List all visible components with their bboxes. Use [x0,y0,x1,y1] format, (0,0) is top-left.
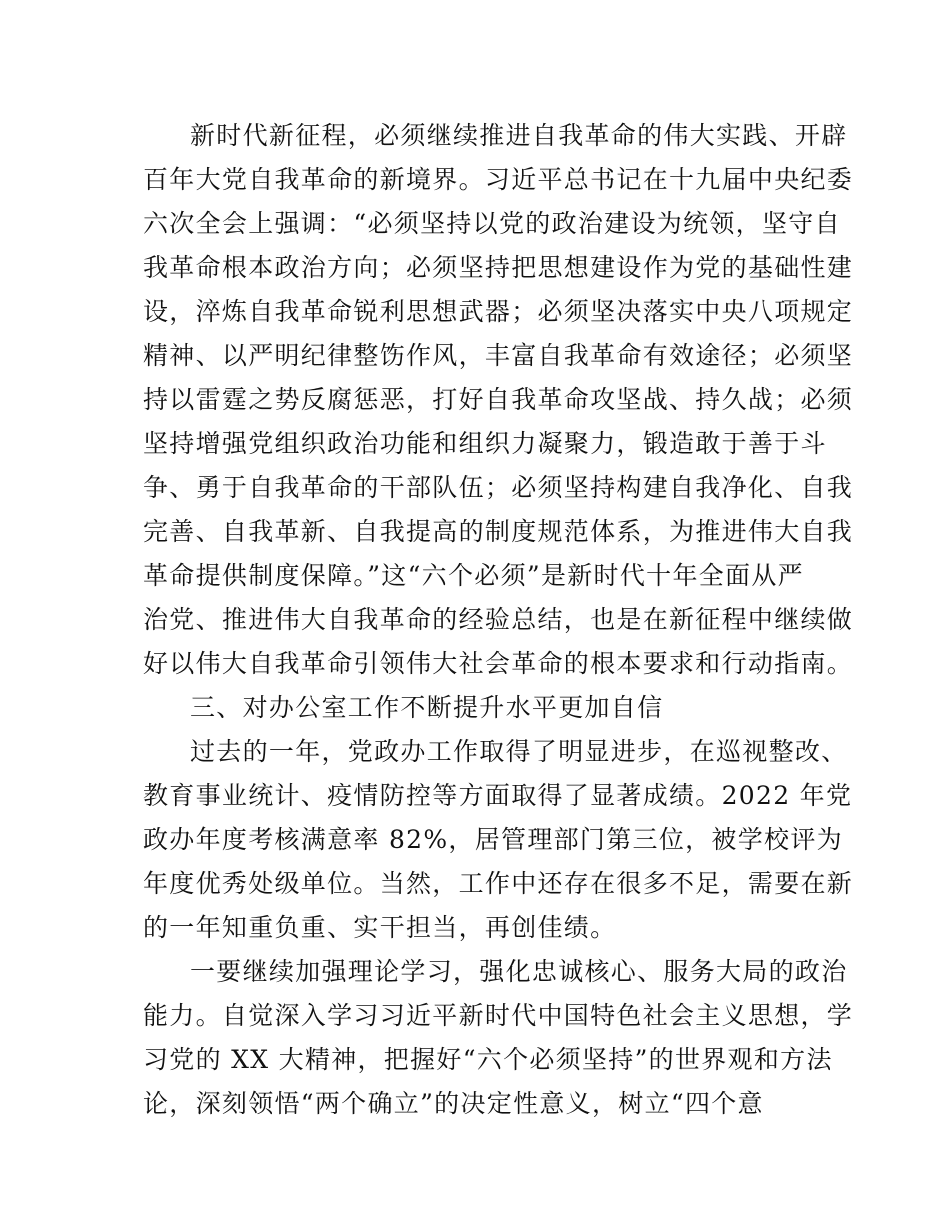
paragraph-line: 设，淬炼自我革命锐利思想武器；必须坚决落实中央八项规定 [143,297,854,326]
paragraph-line: 坚持增强党组织政治功能和组织力凝聚力，锻造敢于善于斗 [143,429,827,458]
paragraph-line: 好以伟大自我革命引领伟大社会革命的根本要求和行动指南。 [143,649,854,678]
paragraph-line: 新时代新征程，必须继续推进自我革命的伟大实践、开辟 [190,121,848,150]
paragraph-line: 革命提供制度保障。”这“六个必须”是新时代十年全面从严 [143,561,804,590]
paragraph-line: 六次全会上强调：“必须坚持以党的政治建设为统领，坚守自 [143,209,841,238]
paragraph-line: 政办年度考核满意率 82%，居管理部门第三位，被学校评为 [143,825,843,854]
section-heading: 三、对办公室工作不断提升水平更加自信 [190,693,664,722]
paragraph-line: 能力。自觉深入学习习近平新时代中国特色社会主义思想，学 [143,1001,854,1030]
paragraph-line: 年度优秀处级单位。当然，工作中还存在很多不足，需要在新 [143,869,854,898]
paragraph-line: 过去的一年，党政办工作取得了明显进步，在巡视整改、 [190,737,848,766]
paragraph-line: 教育事业统计、疫情防控等方面取得了显著成绩。2022 年党 [143,781,853,810]
paragraph-line: 争、勇于自我革命的干部队伍；必须坚持构建自我净化、自我 [143,473,854,502]
paragraph-line: 精神、以严明纪律整饬作风，丰富自我革命有效途径；必须坚 [143,341,854,370]
paragraph-line: 的一年知重负重、实干担当，再创佳绩。 [143,913,617,942]
paragraph-line: 治党、推进伟大自我革命的经验总结，也是在新征程中继续做 [143,605,854,634]
paragraph-line: 完善、自我革新、自我提高的制度规范体系，为推进伟大自我 [143,517,854,546]
paragraph-line: 持以雷霆之势反腐惩恶，打好自我革命攻坚战、持久战；必须 [143,385,854,414]
paragraph-line: 一要继续加强理论学习，强化忠诚核心、服务大局的政治 [190,957,848,986]
paragraph-line: 论，深刻领悟“两个确立”的决定性意义，树立“四个意 [143,1089,764,1118]
paragraph-line: 我革命根本政治方向；必须坚持把思想建设作为党的基础性建 [143,253,854,282]
paragraph-line: 百年大党自我革命的新境界。习近平总书记在十九届中央纪委 [143,165,854,194]
paragraph-line: 习党的 XX 大精神，把握好“六个必须坚持”的世界观和方法 [143,1045,833,1074]
